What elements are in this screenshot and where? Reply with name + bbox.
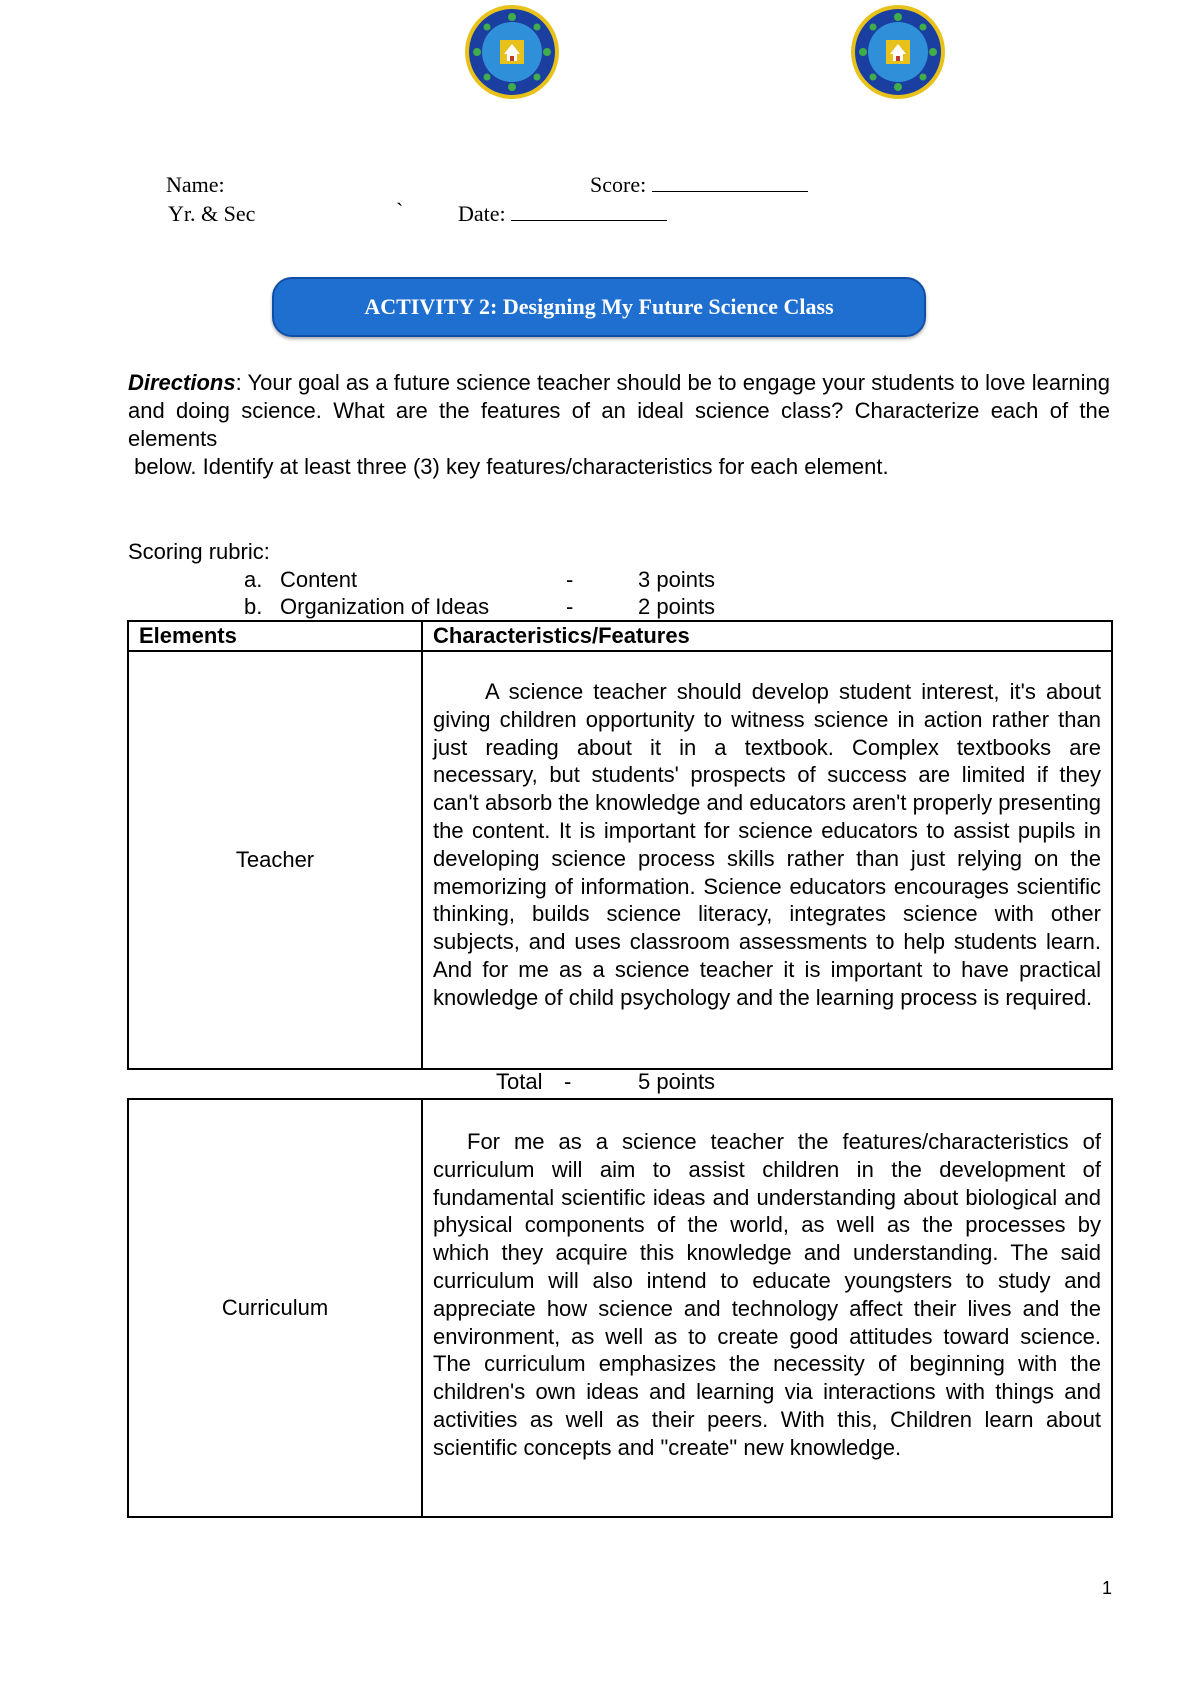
table-header-row xyxy=(128,621,1112,651)
activity-title-banner xyxy=(272,277,926,337)
date-label: Date: xyxy=(458,201,506,226)
directions-label: Directions xyxy=(128,370,236,395)
element-teacher: Teacher xyxy=(128,651,422,1069)
total-label: Total xyxy=(496,1069,543,1094)
rubric-item-dash: - xyxy=(566,594,574,619)
features-cell[interactable] xyxy=(422,651,1112,1069)
features-header: Characteristics/Features xyxy=(422,621,1112,651)
elements-header: Elements xyxy=(128,621,422,651)
table-row xyxy=(128,1099,1112,1517)
teacher-features-text: A science teacher should develop student interest, it's about giving children opportunity to witness science in action rather than just reading about it in a textbook. Complex textbooks are necessary, but students' prospects of success are limited if they can't absorb the knowledge and educators aren't properly presenting the content. It is important for science educators to assist pupils in developing science process skills rather than just relying on the memorizing of information. Science educators encourages scientific thinking, builds science literacy, integrates science with other subjects, and uses classroom assessments to help students learn. And for me as a science teacher it is important to have practical knowledge of child psychology and the learning process is required. xyxy=(433,679,1101,1010)
rubric-title: Scoring rubric: xyxy=(128,539,270,564)
rubric-item-label: Organization of Ideas xyxy=(280,594,490,619)
rubric-item-letter: a. xyxy=(244,567,263,592)
name-field xyxy=(166,172,225,198)
directions-text: : Your goal as a future science teacher should be to engage your students to love learning and doing science. What are the features of an ideal science class? Characterize each of the elements xyxy=(128,370,1110,451)
total-points: 5 points xyxy=(638,1069,716,1094)
rubric-item-letter: b. xyxy=(244,594,263,619)
rubric-item-dash: - xyxy=(566,567,574,592)
score-field xyxy=(590,172,808,198)
date-blank[interactable] xyxy=(511,202,667,221)
features-cell[interactable] xyxy=(422,1099,1112,1517)
element-curriculum: Curriculum xyxy=(128,1099,422,1517)
total-dash: - xyxy=(564,1069,572,1094)
directions-text-2: below. Identify at least three (3) key features/characteristics for each element. xyxy=(128,454,889,479)
page-number: 1 xyxy=(1101,1578,1112,1598)
school-seal-logo-left xyxy=(462,2,562,102)
table-row xyxy=(128,651,1112,1069)
yr-sec-field xyxy=(168,201,255,227)
features-table-continued xyxy=(127,1098,1113,1518)
rubric-item-points: 3 points xyxy=(638,567,716,592)
date-field xyxy=(458,201,667,227)
rubric-item-points: 2 points xyxy=(638,594,716,619)
curriculum-features-text: For me as a science teacher the features/characteristics of curriculum will aim to assist children in the development of fundamental scientific ideas and understanding about biological and physical components of the world, as well as the processes by which they acquire this knowledge and understanding. The said curriculum will also intend to educate youngsters to study and appreciate how science and technology affect their lives and the environment, as well as to create good attitudes toward science. The curriculum emphasizes the necessity of beginning with the children's own ideas and learning via interactions with things and activities as well as their peers. With this, Children learn about scientific concepts and "create" new knowledge. xyxy=(433,1129,1101,1460)
score-label: Score: xyxy=(590,172,647,197)
yr-sec-label: Yr. & Sec xyxy=(168,201,256,226)
features-table xyxy=(127,620,1113,1070)
stray-mark: ` xyxy=(396,198,404,223)
directions-block xyxy=(128,369,1110,481)
name-label: Name: xyxy=(166,172,225,197)
score-blank[interactable] xyxy=(652,173,808,192)
school-seal-logo-right xyxy=(848,2,948,102)
activity-title: ACTIVITY 2: Designing My Future Science Class xyxy=(364,294,834,319)
rubric-item-label: Content xyxy=(280,567,358,592)
